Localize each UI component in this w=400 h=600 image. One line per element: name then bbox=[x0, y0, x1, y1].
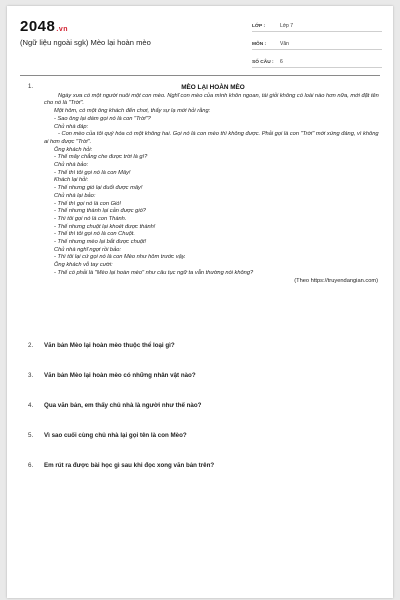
story-line: - Thế nhưng thành lại cản được gió? bbox=[54, 208, 146, 215]
meta-label: MÔN : bbox=[252, 42, 267, 47]
question-6 bbox=[20, 462, 382, 469]
question-number: 2. bbox=[28, 342, 34, 349]
story-line: - Con mèo của tôi quý hóa có một không hai. Gọi nó là con mèo thì không được. Phải gọi là con "Trời" mới xứng đáng, vì không ai hơn được "Trời". bbox=[44, 131, 379, 145]
meta-label: LỚP : bbox=[252, 24, 266, 29]
question-number: 5. bbox=[28, 432, 34, 439]
story-line: Chủ nhà lại bảo: bbox=[54, 192, 96, 199]
question-number: 6. bbox=[28, 462, 34, 469]
meta-value: 6 bbox=[280, 59, 283, 65]
worksheet-page bbox=[7, 6, 393, 598]
question-2 bbox=[20, 342, 382, 349]
question-1 bbox=[20, 84, 382, 285]
story-line: - Thế thì tôi gọi nó là con Mây! bbox=[54, 169, 131, 176]
logo-text: 2048 bbox=[20, 18, 56, 35]
meta-label: SỐ CÂU : bbox=[252, 60, 274, 65]
question-text: Văn bản Mèo lại hoàn mèo thuộc thể loại gì? bbox=[44, 342, 175, 349]
meta-value: Văn bbox=[280, 41, 289, 47]
question-number: 3. bbox=[28, 372, 34, 379]
meta-row-count bbox=[252, 54, 382, 68]
question-text: Em rút ra được bài học gì sau khi đọc xong văn bản trên? bbox=[44, 462, 215, 469]
question-3 bbox=[20, 372, 382, 379]
story-line: - Thế nhưng gió lại đuổi được mây! bbox=[54, 185, 143, 192]
question-4 bbox=[20, 402, 382, 409]
story-passage bbox=[44, 84, 382, 285]
story-line: - Thế nhưng mèo lại bắt được chuột! bbox=[54, 239, 147, 246]
question-number: 4. bbox=[28, 402, 34, 409]
story-line: Khách lại hỏi: bbox=[54, 177, 89, 184]
site-logo[interactable] bbox=[20, 18, 68, 35]
story-line: - Thì tôi gọi nó là con Thành. bbox=[54, 215, 127, 222]
question-text: Vì sao cuối cùng chủ nhà lại gọi tên là con Mèo? bbox=[44, 432, 187, 439]
logo-suffix: .vn bbox=[56, 26, 68, 33]
question-text: Văn bản Mèo lại hoàn mèo có những nhân vật nào? bbox=[44, 372, 196, 379]
story-line: - Thế mây chẳng che được trời là gì? bbox=[54, 154, 148, 161]
story-line: Chủ nhà nghĩ ngợi rồi bảo: bbox=[54, 246, 121, 253]
story-line: Chủ nhà đáp: bbox=[54, 123, 89, 130]
meta-row-subject bbox=[252, 36, 382, 50]
story-line: Ông khách hỏi: bbox=[54, 146, 93, 153]
header-divider bbox=[20, 75, 380, 76]
document-title: (Ngữ liệu ngoài sgk) Mèo lại hoàn mèo bbox=[20, 38, 151, 47]
story-line: - Thế nhưng chuột lại khoét được thành! bbox=[54, 223, 156, 230]
story-source: (Theo https://truyendangian.com) bbox=[294, 277, 378, 284]
meta-row-class bbox=[252, 18, 382, 32]
question-text: Qua văn bản, em thấy chủ nhà là người như thế nào? bbox=[44, 402, 202, 409]
meta-box bbox=[252, 18, 382, 72]
story-line: - Thế có phải là "Mèo lại hoàn mèo" như câu tục ngữ ta vẫn thường nói không? bbox=[54, 269, 254, 276]
story-line: Ông khách vỗ tay cười: bbox=[54, 262, 113, 269]
story-line: - Thì tôi lại cứ gọi nó là con Mèo như hôm trước vậy. bbox=[54, 254, 186, 261]
story-line: - Sao ông lại dám gọi nó là con "Trời"? bbox=[54, 115, 151, 122]
meta-value: Lớp 7 bbox=[280, 23, 294, 29]
story-line: - Thế thì gọi nó là con Gió! bbox=[54, 200, 122, 207]
question-5 bbox=[20, 432, 382, 439]
story-line: - Thế thì tôi gọi nó là con Chuột. bbox=[54, 231, 135, 238]
story-title: MÈO LẠI HOÀN MÈO bbox=[181, 84, 245, 91]
story-line: Chủ nhà bảo: bbox=[54, 162, 89, 169]
question-number: 1. bbox=[28, 84, 34, 90]
story-line: Một hôm, có một ông khách đến chơi, thấy sự lạ mới hỏi rằng: bbox=[54, 108, 211, 115]
story-line: Ngày xưa có một người nuôi một con mèo. Nghĩ con mèo của mình khôn ngoan, tài giỏi không có loài nào hơn nữa, mới đặt tên cho nó là "Trời". bbox=[44, 92, 379, 107]
